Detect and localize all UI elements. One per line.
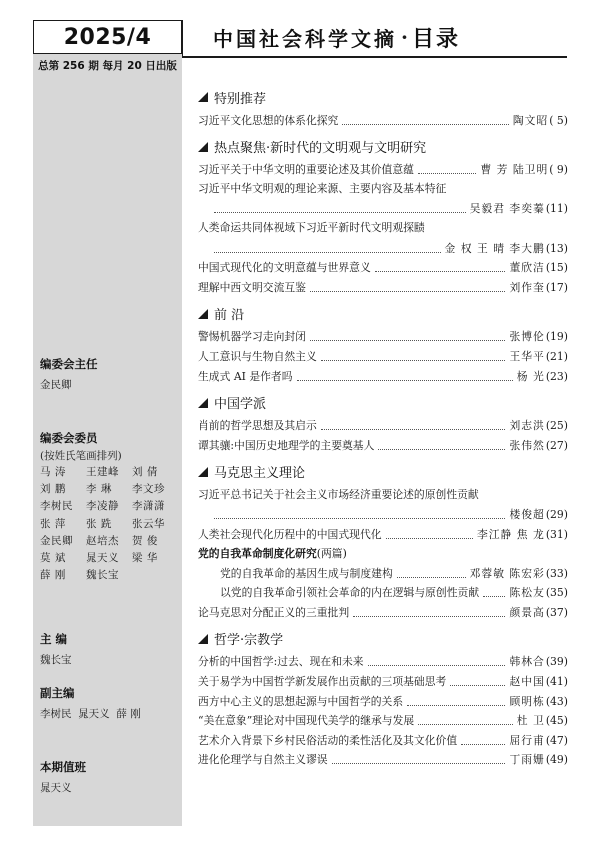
toc-entry-title: 人类社会现代化历程中的中国式现代化 — [198, 527, 382, 541]
editor-block — [40, 631, 180, 669]
toc-entry-author: 杨 光 — [516, 369, 545, 383]
toc-entry-page: (37) — [545, 605, 568, 619]
board-member-name: 贺 俊 — [132, 534, 158, 547]
editor-name: 魏长宝 — [40, 654, 72, 666]
triangle-marker-icon — [198, 398, 208, 408]
toc-entry-title[interactable]: 人类命运共同体视域下习近平新时代文明观探赜 — [198, 221, 425, 235]
leader-dots — [353, 616, 505, 617]
toc-entry-author: 刘志洪 — [509, 419, 545, 433]
section-heading — [198, 463, 568, 481]
subgroup-note: (两篇) — [316, 546, 347, 560]
section-title: 热点聚焦·新时代的文明观与文明研究 — [214, 141, 427, 157]
header-divider — [182, 20, 183, 58]
deputy-names: 李树民 晁天义 薛 刚 — [40, 708, 141, 720]
leader-dots — [450, 685, 505, 686]
toc-section — [198, 394, 568, 455]
toc-entry-page: (25) — [545, 419, 568, 433]
toc-entry-page: (33) — [545, 566, 568, 580]
contents-title: 目录 — [411, 25, 460, 52]
toc-entry-author: 韩林合 — [509, 655, 545, 669]
toc-entry[interactable] — [198, 435, 568, 455]
toc-entry[interactable] — [198, 327, 568, 347]
toc-entry-page: (29) — [545, 507, 568, 521]
subgroup-heading — [198, 544, 568, 564]
toc-entry-author: 屈行甫 — [509, 733, 545, 747]
toc-entry[interactable] — [198, 504, 568, 524]
table-of-contents — [198, 88, 568, 777]
toc-entry-author: 赵中国 — [509, 675, 545, 689]
triangle-marker-icon — [198, 309, 208, 319]
toc-entry[interactable] — [198, 238, 568, 258]
toc-entry-title: 西方中心主义的思想起源与中国哲学的关系 — [198, 694, 404, 708]
section-heading — [198, 305, 568, 323]
toc-entry-title: “美在意象”理论对中国现代美学的继承与发展 — [198, 714, 415, 728]
section-title: 马克思主义理论 — [214, 466, 306, 482]
issue-date: 2025/4 — [63, 24, 152, 50]
toc-entry-author: 董欣洁 — [509, 261, 545, 275]
toc-entry-title: 谭其骧:中国历史地理学的主要奠基人 — [198, 438, 375, 452]
board-director-block — [40, 356, 180, 394]
board-director-title: 编委会主任 — [40, 357, 98, 371]
toc-entry-title[interactable]: 习近平中华文明观的理论来源、主要内容及基本特征 — [198, 182, 447, 196]
toc-entry-title[interactable]: 习近平总书记关于社会主义市场经济重要论述的原创性贡献 — [198, 487, 479, 501]
toc-entry-page: (11) — [545, 202, 568, 216]
toc-entry-page: (17) — [545, 280, 568, 294]
leader-dots — [321, 429, 506, 430]
toc-entry-author: 顾明栋 — [509, 694, 545, 708]
leader-dots — [214, 518, 505, 519]
duty-block — [40, 759, 180, 797]
toc-entry-page: (39) — [545, 655, 568, 669]
toc-entry[interactable] — [198, 366, 568, 386]
toc-entry[interactable] — [198, 671, 568, 691]
toc-entry-title: 警惕机器学习走向封闭 — [198, 330, 306, 344]
toc-entry[interactable] — [198, 277, 568, 297]
board-members-note: (按姓氏笔画排列) — [40, 450, 122, 462]
toc-entry-author: 曹 芳 陆卫明 — [480, 163, 549, 177]
sidebar — [33, 20, 182, 826]
toc-entry-page: (41) — [545, 675, 568, 689]
section-title: 哲学·宗教学 — [214, 633, 284, 649]
board-members-block — [40, 430, 180, 584]
toc-entry-author: 颜景高 — [509, 605, 545, 619]
toc-entry-title: 习近平关于中华文明的重要论述及其价值意蕴 — [198, 163, 414, 177]
section-title: 特别推荐 — [214, 91, 267, 107]
toc-entry[interactable] — [198, 563, 568, 583]
deputy-block — [40, 685, 180, 723]
section-heading — [198, 138, 568, 156]
toc-entry-page: (15) — [545, 261, 568, 275]
toc-entry-author: 杜 卫 — [516, 714, 545, 728]
toc-entry-title: 中国式现代化的文明意蕴与世界意义 — [198, 261, 371, 275]
title-separator: · — [401, 25, 408, 49]
toc-entry[interactable] — [198, 416, 568, 436]
section-heading — [198, 630, 568, 648]
toc-entry-page: ( 5) — [549, 113, 568, 127]
toc-entry-page: (45) — [545, 714, 568, 728]
toc-entry-page: (49) — [545, 753, 568, 767]
triangle-marker-icon — [198, 92, 208, 102]
toc-entry-title: 艺术介入背景下乡村民俗活动的柔性活化及其文化价值 — [198, 733, 458, 747]
toc-entry-author: 张博伦 — [509, 330, 545, 344]
header-rule — [183, 56, 567, 58]
toc-entry-page: (31) — [545, 527, 568, 541]
board-member-name: 李文珍 — [132, 483, 165, 496]
toc-section — [198, 88, 568, 130]
toc-entry-author: 楼俊超 — [509, 507, 545, 521]
toc-entry-title: 理解中西文明交流互鉴 — [198, 280, 306, 294]
toc-entry[interactable] — [198, 750, 568, 770]
board-member-name: 张 跣 — [86, 517, 112, 530]
issue-meta: 总第 256 期 每月 20 日出版 — [38, 60, 177, 72]
toc-entry-page: (19) — [545, 330, 568, 344]
toc-entry[interactable] — [198, 346, 568, 366]
section-title: 前 沿 — [214, 308, 245, 324]
toc-entry-author: 张伟然 — [509, 438, 545, 452]
section-heading — [198, 394, 568, 412]
board-members-list — [40, 464, 180, 584]
toc-entry-title: 人工意识与生物自然主义 — [198, 349, 317, 363]
toc-entry[interactable] — [198, 524, 568, 544]
toc-entry[interactable] — [198, 652, 568, 672]
leader-dots — [375, 271, 506, 272]
issue-box — [33, 20, 182, 54]
section-title: 中国学派 — [214, 397, 267, 413]
leader-dots — [214, 212, 466, 213]
toc-entry[interactable] — [198, 160, 568, 180]
leader-dots — [483, 596, 505, 597]
board-member-name: 马 涛 — [40, 466, 66, 478]
leader-dots — [418, 173, 476, 174]
leader-dots — [214, 252, 441, 253]
board-member-name: 刘 鹏 — [40, 483, 66, 496]
toc-entry-page: (27) — [545, 438, 568, 452]
board-member-name: 李凌静 — [86, 500, 119, 513]
leader-dots — [342, 124, 509, 125]
toc-entry-author: 金 权 王 晴 李大鹏 — [444, 241, 545, 255]
toc-entry-author: 王华平 — [509, 349, 545, 363]
toc-entry-title: 习近平文化思想的体系化探究 — [198, 113, 339, 127]
toc-entry-author: 吴毅君 李奕蓁 — [469, 202, 545, 216]
board-member-name: 李潇潇 — [132, 500, 165, 513]
board-member-name: 张云华 — [132, 517, 165, 530]
toc-entry[interactable] — [198, 711, 568, 731]
toc-entry[interactable] — [198, 730, 568, 750]
leader-dots — [461, 744, 505, 745]
toc-entry-page: ( 9) — [549, 163, 568, 177]
toc-entry[interactable] — [198, 110, 568, 130]
toc-entry-page: (43) — [545, 694, 568, 708]
toc-entry-title: 党的自我革命的基因生成与制度建构 — [220, 566, 393, 580]
triangle-marker-icon — [198, 634, 208, 644]
board-member-name: 李 琳 — [86, 483, 112, 496]
leader-dots — [418, 724, 513, 725]
toc-entry-page: (23) — [545, 369, 568, 383]
board-member-name: 李树民 — [40, 500, 73, 513]
board-member-name: 赵培杰 — [86, 534, 119, 547]
leader-dots — [297, 380, 513, 381]
toc-entry-title: 以党的自我革命引领社会革命的内在逻辑与原创性贡献 — [220, 586, 480, 600]
section-heading — [198, 88, 568, 106]
toc-entry-title: 肖前的哲学思想及其启示 — [198, 419, 317, 433]
board-member-name: 金民卿 — [40, 534, 73, 547]
triangle-marker-icon — [198, 467, 208, 477]
toc-section — [198, 138, 568, 297]
toc-entry[interactable] — [198, 258, 568, 278]
leader-dots — [310, 291, 505, 292]
board-member-name: 莫 斌 — [40, 552, 66, 565]
toc-entry-author: 陈松友 — [509, 586, 545, 600]
deputy-title: 副主编 — [40, 686, 75, 700]
toc-entry-page: (13) — [545, 241, 568, 255]
page-header — [185, 20, 567, 54]
leader-dots — [386, 538, 473, 539]
leader-dots — [368, 665, 506, 666]
leader-dots — [310, 340, 505, 341]
duty-title: 本期值班 — [40, 760, 86, 774]
toc-entry[interactable] — [198, 691, 568, 711]
leader-dots — [321, 360, 506, 361]
board-member-name: 薛 刚 — [40, 569, 66, 582]
board-member-name: 梁 华 — [132, 552, 158, 565]
toc-entry-author: 陶文昭 — [512, 113, 549, 127]
leader-dots — [378, 449, 505, 450]
board-member-name: 晁天义 — [86, 552, 119, 565]
toc-entry[interactable] — [198, 602, 568, 622]
board-director-name: 金民卿 — [40, 379, 72, 391]
toc-entry-page: (35) — [545, 586, 568, 600]
board-member-name: 王建峰 — [86, 466, 119, 478]
leader-dots — [407, 705, 505, 706]
toc-entry[interactable] — [198, 583, 568, 603]
toc-section — [198, 305, 568, 386]
toc-entry-title: 生成式 AI 是作者吗 — [198, 369, 293, 383]
toc-entry-page: (47) — [545, 733, 568, 747]
toc-entry-title: 论马克思对分配正义的三重批判 — [198, 605, 350, 619]
toc-entry-title: 关于易学为中国哲学新发展作出贡献的三项基础思考 — [198, 675, 447, 689]
toc-entry-author: 李江静 焦 龙 — [476, 527, 545, 541]
board-member-name: 张 萍 — [40, 517, 66, 530]
board-member-name: 刘 倩 — [132, 466, 158, 478]
toc-section — [198, 630, 568, 770]
board-members-title: 编委会委员 — [40, 431, 98, 445]
toc-entry-author: 刘作奎 — [509, 280, 545, 294]
editor-title: 主 编 — [40, 632, 68, 646]
toc-entry-title: 分析的中国哲学:过去、现在和未来 — [198, 655, 364, 669]
leader-dots — [332, 763, 506, 764]
toc-entry-author: 邓蓉敏 陈宏彩 — [469, 566, 545, 580]
board-member-name: 魏长宝 — [86, 569, 119, 582]
toc-entry-title: 进化伦理学与自然主义谬误 — [198, 753, 328, 767]
toc-entry-page: (21) — [545, 349, 568, 363]
journal-title: 中国社会科学文摘 — [213, 26, 397, 51]
toc-entry-author: 丁雨姗 — [509, 753, 545, 767]
leader-dots — [397, 577, 466, 578]
duty-name: 晁天义 — [40, 782, 72, 794]
toc-entry[interactable] — [198, 199, 568, 219]
toc-section — [198, 463, 568, 622]
subgroup-title: 党的自我革命制度化研究 — [198, 546, 317, 560]
triangle-marker-icon — [198, 142, 208, 152]
